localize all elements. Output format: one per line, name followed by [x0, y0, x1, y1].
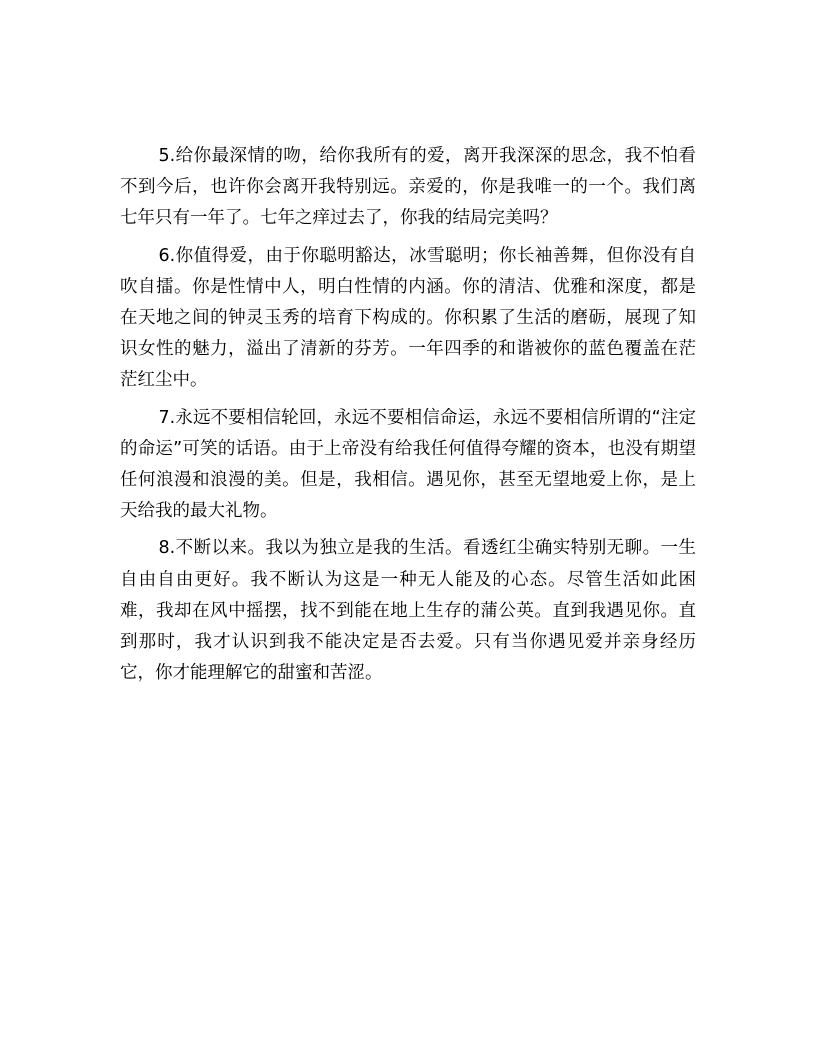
paragraph-5: 5.给你最深情的吻，给你我所有的爱，离开我深深的思念，我不怕看不到今后，也许你会离开我特别远。亲爱的，你是我唯一的一个。我们离七年只有一年了。七年之痒过去了，你我的结局完美吗？: [120, 146, 696, 229]
paragraph-7: 7.永远不要相信轮回，永远不要相信命运，永远不要相信所谓的“注定的命运”可笑的话语。由于上帝没有给我任何值得夸耀的资本，也没有期望任何浪漫和浪漫的美。但是，我相信。遇见你，甚至无望地爱上你，是上天给我的最大礼物。: [120, 407, 696, 522]
paragraph-6: 6.你值得爱，由于你聪明豁达，冰雪聪明；你长袖善舞，但你没有自吹自擂。你是性情中人，明白性情的内涵。你的清洁、优雅和深度，都是在天地之间的钟灵玉秀的培育下构成的。你积累了生活的磨砺，展现了知识女性的魅力，溢出了清新的芬芳。一年四季的和谐被你的蓝色覆盖在茫茫红尘中。: [120, 245, 696, 391]
document-body: [120, 141, 696, 695]
paragraph-8: 8.不断以来。我以为独立是我的生活。看透红尘确实特别无聊。一生自由自由更好。我不断认为这是一种无人能及的心态。尽管生活如此困难，我却在风中摇摆，找不到能在地上生存的蒲公英。直到我遇见你。直到那时，我才认识到我不能决定是否去爱。只有当你遇见爱并亲身经历它，你才能理解它的甜蜜和苦涩。: [120, 538, 696, 684]
